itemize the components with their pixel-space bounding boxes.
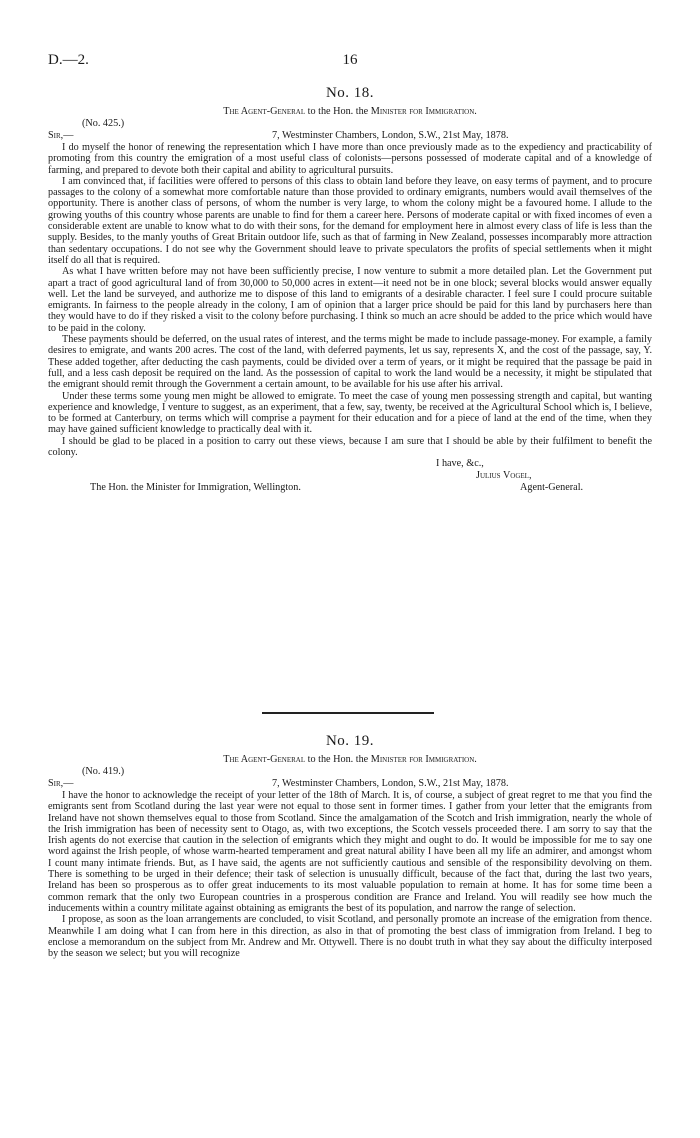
heading-connector: to the Hon. the	[305, 106, 371, 117]
letter-number: No. 19.	[325, 733, 375, 749]
heading-end: .	[474, 106, 477, 117]
letter-heading	[48, 753, 652, 766]
closing-phrase: I have, &c.,	[436, 458, 484, 470]
letter-reference: (No. 419.)	[82, 766, 125, 777]
section-divider	[262, 712, 434, 714]
parliamentary-paper-ref: D.—2.	[48, 52, 89, 68]
signature-name: Julius Vogel,	[476, 470, 532, 482]
salutation-row	[48, 778, 652, 790]
salutation: Sir,—	[48, 130, 74, 141]
heading-recipient: Minister for Immigration	[370, 106, 475, 117]
letter-closing	[48, 458, 652, 494]
paragraph: I am convinced that, if facilities were offered to persons of this class to obtain land before they leave, on easy terms of payment, and to procure passages to the colony of a somewhat more comfortable nature than those provided to ordinary emigrants, numbers would avail themselves of the opportunity. There is another class of persons, of whom the number is very large, to whom the colony might be a favoured home. I allude to the growing youths of this country whose parents are unable to find for them a career here. Persons of moderate capital or with fixed incomes of even a considerable extent are unable to know what to do with their sons, for the demand for employment here in almost every class of life is less than the supply. Besides, to the manly youths of Great Britain outdoor life, such as that of farming in New Zealand, possesses incomparably more attraction than sedentary occupations. I do not see why the Government should leave to private speculators the profits of special settlements when it might itself do all that is required.	[48, 175, 652, 266]
letter-no-18	[48, 84, 652, 494]
letter-heading	[48, 105, 652, 118]
paragraph: As what I have written before may not have been sufficiently precise, I now venture to submit a more detailed plan. Let the Government put apart a tract of good agricultural land of from 30,000 to 50,000 acres in extent—it need not be in one block; several blocks would answer equally well. Let the land be surveyed, and authorize me to dispose of this land to emigrants of a desirable character. I feel sure I could procure suitable emigrants. In fairness to the people already in the colony, I am of opinion that a larger price should be paid for this land by purchasers here than they would have to do if they risked a visit to the colony before purchasing. I think so much an acre should be added to the price which would have to be paid in the colony.	[48, 266, 652, 334]
paragraph: Under these terms some young men might be allowed to emigrate. To meet the case of young men possessing strength and capital, but wanting experience and knowledge, I venture to suggest, as an experiment, that a few, say, twenty, be received at the Agricultural School which is, I believe, to be formed at Canterbury, on terms which will comprise a payment for their education and for a piece of land at the end of the time, when they may have gained sufficient knowledge to practically deal with it.	[48, 390, 652, 436]
letter-body	[48, 790, 652, 959]
paragraph: I do myself the honor of renewing the representation which I have more than once previously made as to the expediency and practicability of promoting from this country the emigration of a most useful class of colonists—persons possessed of moderate capital and of a knowledge of farming, and prepared to devote both their capital and ability to agricultural pursuits.	[48, 142, 652, 176]
page-number: 16	[342, 52, 358, 68]
paragraph: These payments should be deferred, on the usual rates of interest, and the terms might be made to include passage-money. For example, a family desires to emigrate, and wants 200 acres. The cost of the land, with deferred payments, let us say, represents X, and the cost of the passage, say, Y. These added together, after deducting the cash payments, could be divided over a term of years, or it might be required that the passage be paid in full, and a less cash deposit be required on the land. As the possession of capital to work the land would be a necessity, it might be stipulated that the emigrant should remit through the Government a certain amount, to be available for his use after his arrival.	[48, 334, 652, 391]
running-head	[0, 52, 700, 70]
address-date: 7, Westminster Chambers, London, S.W., 21st May, 1878.	[272, 778, 509, 789]
heading-end: .	[474, 754, 477, 765]
paragraph: I should be glad to be placed in a position to carry out these views, because I am sure that I should be able by their fulfilment to benefit the colony.	[48, 435, 652, 459]
paragraph: I have the honor to acknowledge the receipt of your letter of the 18th of March. It is, of course, a subject of great regret to me that you find the emigrants sent from Scotland during the last year were not equal to those sent in former times. I gather from your letter that the emigrants from Ireland have not shown themselves equal to those from Scotland. Since the amalgamation of the Scotch and Irish immigration, nearly the whole of the Irish immigration has been of necessity sent to Otago, as, with two exceptions, the Scotch vessels proceeded there. I am sorry to say that the Irish agents do not exercise that caution in the selection of emigrants which they might and ought to do. It would be impossible for me to say one word against the Irish people, of whose warm-hearted temperament and great natural ability I have been all my life an admirer, and amongst whom I count many intimate friends. But, as I have said, the agents are not sufficiently cautious and sensible of the responsibility devolving on them. There is something to be urged in their defence; their task of selection is unusually difficult, because of the fact that, during the last two years, Ireland has been so prosperous as to offer great inducements to its most valuable population to remain at home. It has for some time been a common remark that the only two European countries in a prosperous condition are France and Ireland. You will readily see how much the inducements within a country militate against obtaining as emigrants the best of its population, and narrow the range of selection.	[48, 790, 652, 914]
salutation-row	[48, 130, 652, 142]
addressee: The Hon. the Minister for Immigration, Wellington.	[90, 482, 301, 494]
signature-title: Agent-General.	[520, 482, 584, 494]
letter-body	[48, 142, 652, 458]
paragraph: I propose, as soon as the loan arrangements are concluded, to visit Scotland, and personally promote an increase of the emigration from thence. Meanwhile I am doing what I can from here in this direction, as also in that of promoting the best class of immigration from Ireland. I beg to enclose a memorandum on the subject from Mr. Andrew and Mr. Ottywell. There is no doubt truth in what they say about the difficulty interposed by the season we select; but you will recognize	[48, 914, 652, 960]
letter-reference: (No. 425.)	[82, 118, 125, 129]
salutation: Sir,—	[48, 778, 74, 789]
heading-sender: The Agent-General	[223, 754, 306, 765]
heading-recipient: Minister for Immigration	[370, 754, 475, 765]
address-date: 7, Westminster Chambers, London, S.W., 21st May, 1878.	[272, 130, 509, 141]
letter-number: No. 18.	[325, 85, 375, 101]
letter-no-19	[48, 732, 652, 959]
heading-sender: The Agent-General	[223, 106, 306, 117]
heading-connector: to the Hon. the	[305, 754, 371, 765]
